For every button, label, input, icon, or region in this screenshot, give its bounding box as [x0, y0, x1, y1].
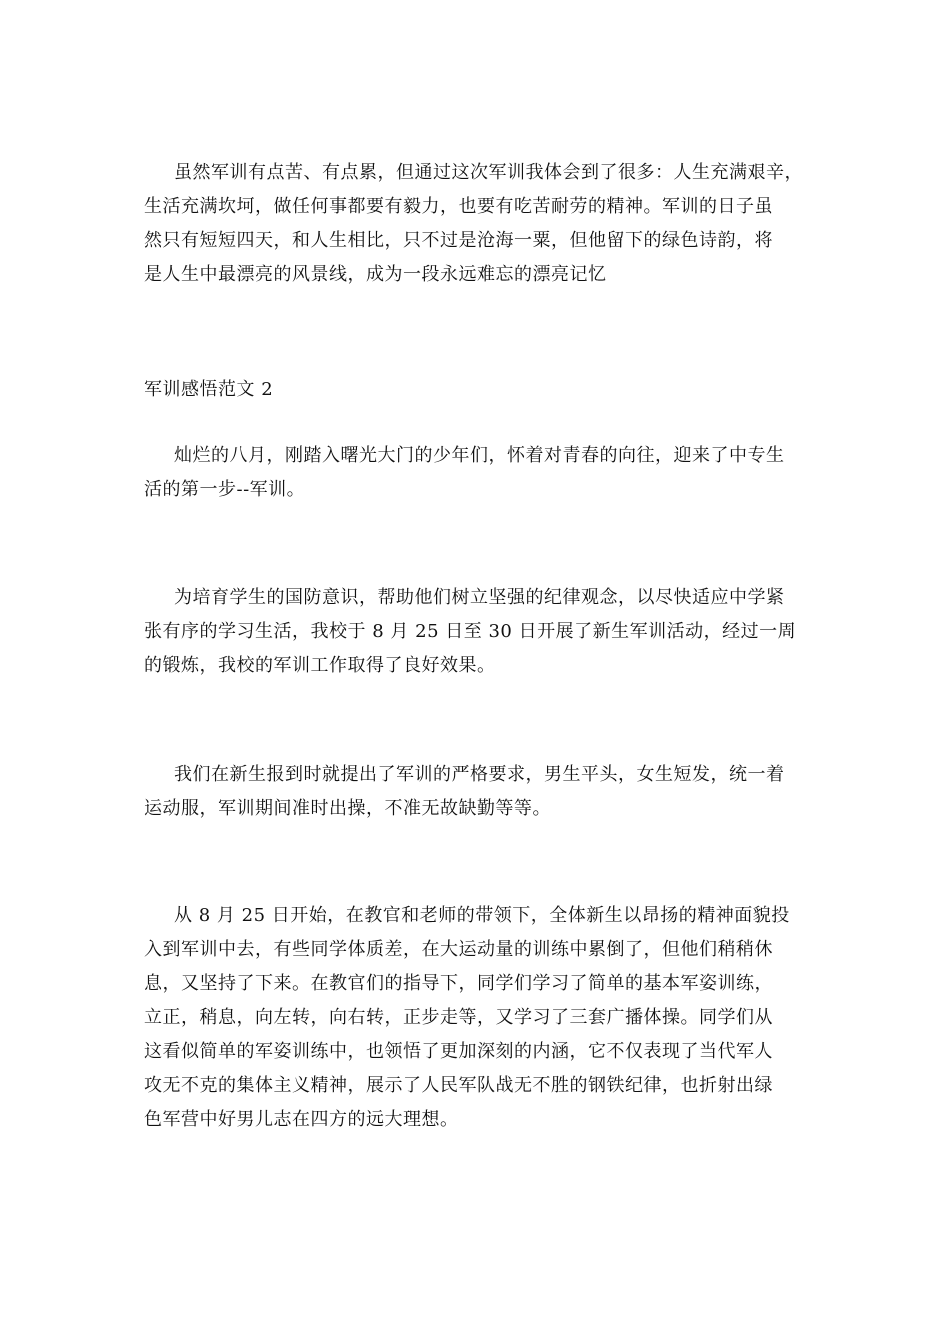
- paragraph-line: 然只有短短四天，和人生相比，只不过是沧海一粟，但他留下的绿色诗韵，将: [144, 230, 773, 251]
- section-title: 军训感悟范文 2: [144, 379, 274, 400]
- paragraph-4: [144, 758, 824, 826]
- paragraph-line: 入到军训中去，有些同学体质差，在大运动量的训练中累倒了，但他们稍稍休: [144, 939, 773, 960]
- paragraph-line: 的锻炼，我校的军训工作取得了良好效果。: [144, 655, 496, 676]
- paragraph-line: 立正，稍息，向左转，向右转，正步走等，又学习了三套广播体操。同学们从: [144, 1007, 773, 1028]
- paragraph-line: 色军营中好男儿志在四方的远大理想。: [144, 1109, 459, 1130]
- paragraph-2: [144, 439, 824, 507]
- paragraph-3: [144, 581, 824, 683]
- paragraph-line: 息，又坚持了下来。在教官们的指导下，同学们学习了简单的基本军姿训练，: [144, 973, 773, 994]
- paragraph-line: 为培育学生的国防意识，帮助他们树立坚强的纪律观念，以尽快适应中学紧: [174, 587, 785, 608]
- paragraph-line: 是人生中最漂亮的风景线，成为一段永远难忘的漂亮记忆: [144, 264, 607, 285]
- paragraph-line: 张有序的学习生活，我校于 8 月 25 日至 30 日开展了新生军训活动，经过一周: [144, 621, 797, 642]
- paragraph-line: 这看似简单的军姿训练中，也领悟了更加深刻的内涵，它不仅表现了当代军人: [144, 1041, 773, 1062]
- paragraph-line: 活的第一步--军训。: [144, 479, 306, 500]
- paragraph-line: 虽然军训有点苦、有点累，但通过这次军训我体会到了很多：人生充满艰辛，: [174, 162, 803, 183]
- paragraph-line: 生活充满坎坷，做任何事都要有毅力，也要有吃苦耐劳的精神。军训的日子虽: [144, 196, 773, 217]
- paragraph-line: 我们在新生报到时就提出了军训的严格要求，男生平头，女生短发，统一着: [174, 764, 785, 785]
- paragraph-line: 攻无不克的集体主义精神，展示了人民军队战无不胜的钢铁纪律，也折射出绿: [144, 1075, 773, 1096]
- paragraph-line: 灿烂的八月，刚踏入曙光大门的少年们，怀着对青春的向往，迎来了中专生: [174, 445, 785, 466]
- paragraph-5: [144, 899, 824, 1137]
- paragraph-line: 从 8 月 25 日开始，在教官和老师的带领下，全体新生以昂扬的精神面貌投: [174, 905, 790, 926]
- paragraph-line: 运动服，军训期间准时出操，不准无故缺勤等等。: [144, 798, 551, 819]
- paragraph-1: [144, 156, 824, 292]
